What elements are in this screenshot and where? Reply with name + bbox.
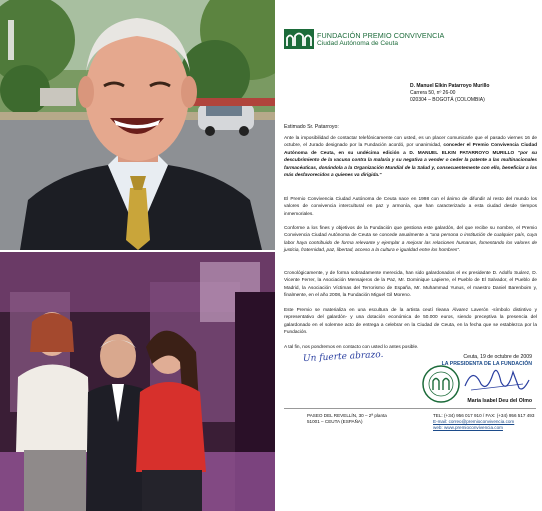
paragraph-4: Cronológicamente, y de forma sobradamente merecida, han sido galardonados el ex presidente D. Adolfo Suárez, D. Vicente Ferrer, la Asociación Mensajeros de la Paz, Mr. Dominique Lapierre, el Pueblo de El Salvador, el Pueblo de Madrid, la Asociación Víctimas del Terrorismo de España, Mr. Muhammad Yunus, el maestro Daniel Barenboim y, finalmente, en el año 2008, la Fundación Miguel Gil Moreno. [284,271,537,299]
award-letter [279,0,542,511]
signer-role: LA PRESIDENTA DE LA FUNDACIÓN [441,361,532,367]
recipient-name: D. Manuel Elkin Patarroyo Murillo [410,83,490,89]
paragraph-1-award: conceder el Premio Convivencia Ciudad Autónoma de Ceuta, en su undécima edición a D. MANUEL ELKIN PATARROYO MURILLO [284,143,537,156]
paragraph-5: Este Premio se materializa en una escultura de la artista ceutí Ileana Álvarez Laverón -símbolo distintivo y representativo del galardón- y una dotación económica de 50.000 euros, siendo preceptiva la presencia del galardonado en el solemne acto de entrega a celebrar en la Ciudad de Ceuta, en la fecha que se establezca por la Fundación. [284,308,537,336]
paragraph-6: A tal fin, nos pondremos en contacto con usted lo antes posible. [284,345,419,350]
paragraph-2: El Premio Convivencia Ciudad Autónoma de Ceuta nace en 1998 con el ánimo de difundir al resto del mundo los valores de convivencia intercultural en paz y armonía, que han caracterizado a esta ciudad desde tiempos inmemoriales. [284,197,537,217]
letter-date: Ceuta, 19 de octubre de 2009 [463,354,532,360]
portrait-illustration [0,0,275,250]
handwritten-closing: Un fuerte abrazo. [302,349,384,365]
signature-scrawl [461,362,531,396]
foundation-seal-stamp [421,364,461,404]
footer-contact [433,413,534,431]
footer-address-line-1: PASEO DEL REVELLÍN, 30 – 2ª planta [307,413,387,418]
paragraph-1-motive: "por su descubrimiento de la vacuna contra la malaria y su negativa a vender o ceder la patente a las multinacionales farmacéuticas, donándola a la Organización Mundial de la Salud y, consecuentemente con ello, beneficiar a los más desfavorecidos a quienes va dirigida." [284,150,537,179]
foundation-logo [284,29,314,49]
signer-name: María Isabel Deu del Olmo [467,398,532,404]
salutation: Estimado Sr. Patarroyo: [284,124,339,130]
paragraph-3-quote: "una persona o institución de cualquier país, cuya labor haya contribuido de forma relevante y ejemplar a mejorar las relaciones humanas, fomentando los valores de justicia, fraternidad, paz, libertad, acceso a la cultura e igualdad entre los hombres". [284,233,537,254]
ceremony-photo [0,252,275,511]
paragraph-3 [284,225,537,255]
footer-web-link[interactable]: web: www.premioconvivencia.com [433,425,503,430]
footer-address [307,413,387,425]
footer-divider [284,408,536,409]
recipient-street: Carrera 50, nº 26-00 [410,90,456,96]
footer-email-link[interactable]: E-mail: correo@premioconvivencia.com [433,419,515,424]
portrait-photo [0,0,275,250]
footer-address-line-2: 51001 – CEUTA (ESPAÑA) [307,419,363,424]
foundation-name: FUNDACIÓN PREMIO CONVIVENCIA [317,31,445,40]
recipient-city: 020304 – BOGOTÁ (COLOMBIA) [410,97,485,103]
footer-phone: TEL: (+34) 956 017 910 / FAX: (+34) 956 517 493 [433,413,535,418]
foundation-city: Ciudad Autónoma de Ceuta [317,40,399,47]
paragraph-3-intro: Conforme a los fines y objetivos de la Fundación que gestiona este galardón, del que recibe su nombre, el Premio Convivencia Ciudad Autónoma de Ceuta se concede anualmente a [284,226,537,239]
paragraph-1-intro: Ante la imposibilidad de contactar telefónicamente con usted, es un placer comunicarle que el pasado viernes 16 de octubre, el Jurado designado por la Fundación acordó, por unanimidad, [284,136,537,149]
ceremony-illustration [0,252,275,511]
paragraph-1 [284,135,537,179]
